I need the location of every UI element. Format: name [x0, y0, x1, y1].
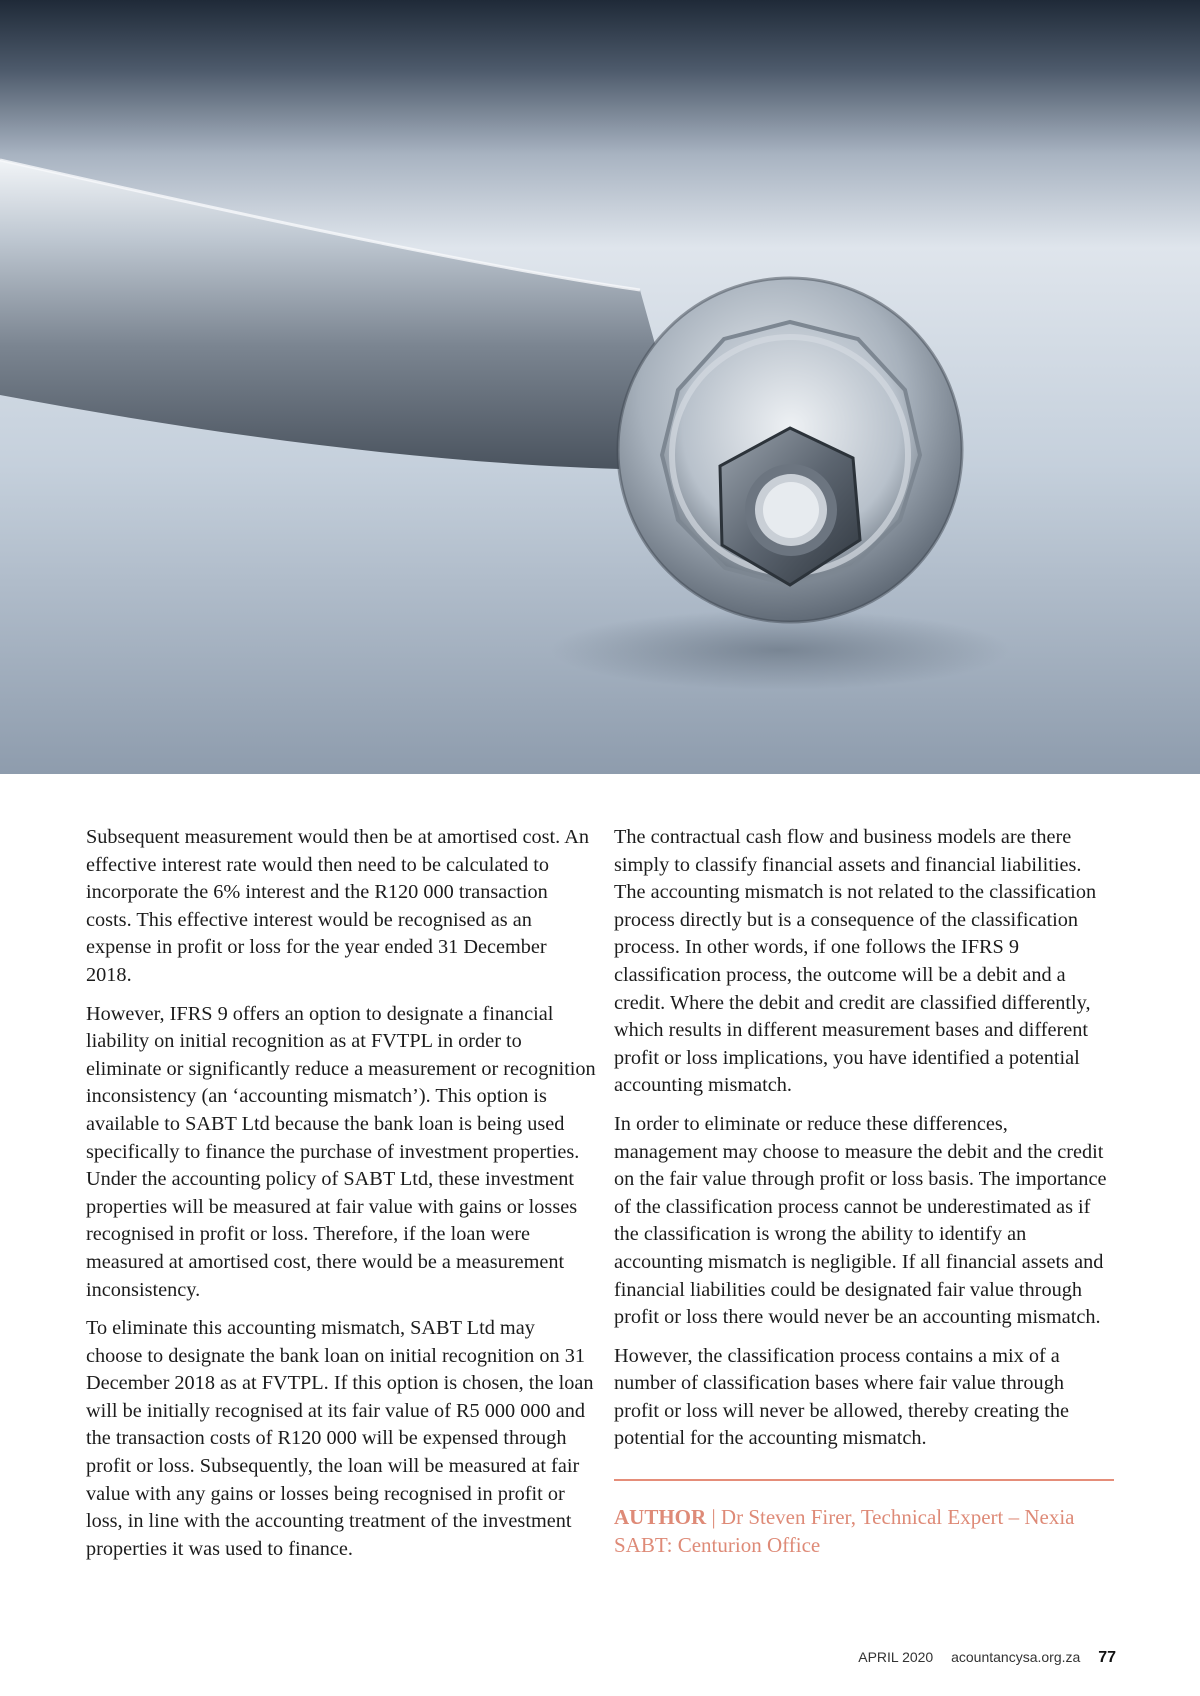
author-text: Dr Steven Firer, Technical Expert – Nexia SABT: Centurion Office [614, 1505, 1075, 1558]
paragraph: To eliminate this accounting mismatch, SABT Ltd may choose to designate the bank loan on initial recognition on 31 December 2018 as at FVTPL. If this option is chosen, the loan will be initially recognised at its fair value of R5 000 000 and the transaction costs of R120 000 will be expensed through profit or loss. Subsequently, the loan will be measured at fair value with any gains or losses being recognised in profit or loss, in line with the accounting treatment of the investment properties it was used to finance. [86, 1317, 594, 1560]
author-credit [614, 1503, 1114, 1559]
article-right-column [614, 824, 1114, 1559]
paragraph: However, IFRS 9 offers an option to designate a financial liability on initial recognition as at FVTPL in order to eliminate or significantly reduce a measurement or recognition inconsistency (an ‘accounting mismatch’). This option is available to SABT Ltd because the bank loan is being used specifically to finance the purchase of investment properties. Under the accounting policy of SABT Ltd, these investment properties will be measured at fair value with gains or losses recognised in profit or loss. Therefore, if the loan were measured at amortised cost, there would be a measurement inconsistency. [86, 1002, 596, 1301]
author-divider [614, 1479, 1114, 1481]
hero-photo-wrench-and-nut [0, 0, 1200, 774]
footer-issue: APRIL 2020 [858, 1649, 934, 1665]
article-left-column [86, 824, 596, 1574]
footer-website: acountancysa.org.za [951, 1649, 1081, 1665]
author-separator: | [706, 1505, 721, 1530]
page-footer [844, 1649, 1116, 1667]
paragraph: However, the classification process contains a mix of a number of classification bases where fair value through profit or loss will never be allowed, thereby creating the potential for the accounting mismatch. [614, 1344, 1070, 1450]
page-number: 77 [1098, 1649, 1116, 1666]
paragraph: In order to eliminate or reduce these differences, management may choose to measure the debit and the credit on the fair value through profit or loss basis. The importance of the classification process cannot be underestimated as if the classification is wrong the ability to identify an accounting mismatch is negligible. If all financial assets and financial liabilities could be designated fair value through profit or loss there would never be an accounting mismatch. [614, 1112, 1107, 1329]
author-label: AUTHOR [614, 1505, 707, 1530]
paragraph: The contractual cash flow and business models are there simply to classify financial assets and financial liabilities. The accounting mismatch is not related to the classification process directly but is a consequence of the classification process. In other words, if one follows the IFRS 9 classification process, the outcome will be a debit and a credit. Where the debit and credit are classified differently, which results in different measurement bases and different profit or loss implications, you have identified a potential accounting mismatch. [614, 826, 1097, 1097]
paragraph: Subsequent measurement would then be at amortised cost. An effective interest rate would then need to be calculated to incorporate the 6% interest and the R120 000 transaction costs. This effective interest would be recognised as an expense in profit or loss for the year ended 31 December 2018. [86, 826, 589, 986]
